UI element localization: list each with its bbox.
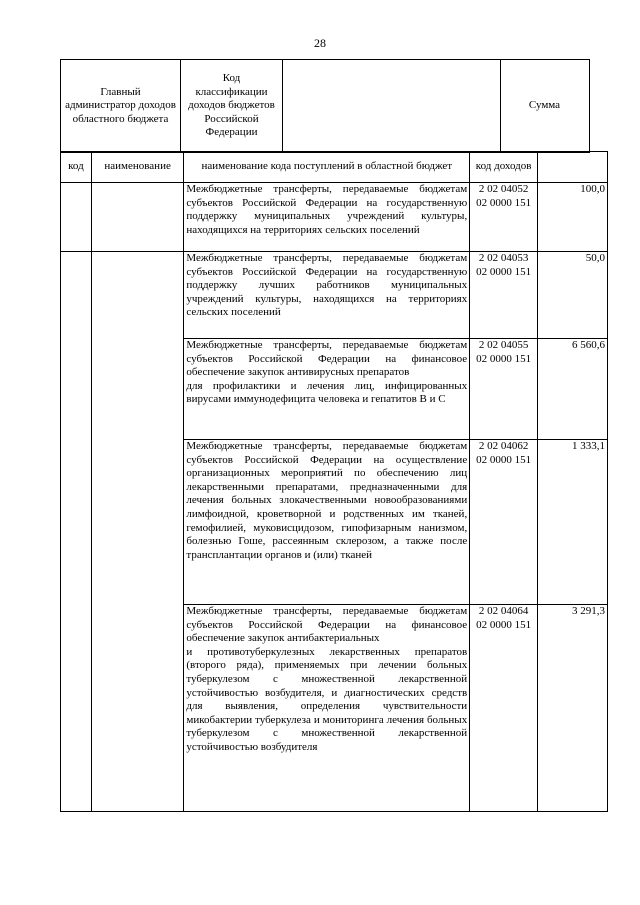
revenue-table [60,151,608,812]
income-code: 2 02 04053 02 0000 151 [470,252,538,339]
income-code: 2 02 04055 02 0000 151 [470,339,538,440]
table-row [61,183,608,252]
subheader-sum [538,152,608,183]
income-sum: 6 560,6 [538,339,608,440]
income-name: Межбюджетные трансферты, передаваемые бюджетам субъектов Российской Федерации на осуществление организационных мероприятий по обеспечению лиц лекарственными препаратами, предназначенными для лечения больных злокачественными новообразованиями лимфоидной, кроветворной и родственных им тканей, гемофилией, муковисцидозом, гипофизарным нанизмом, болезнью Гоше, рассеянным склерозом, а также после трансплантации органов и (или) тканей [184,440,470,605]
table-header [60,59,590,153]
subheader-code: код [61,152,92,183]
income-sum: 1 333,1 [538,440,608,605]
header-admin: Главный администратор доходов областного бюджета [61,60,181,152]
income-sum: 50,0 [538,252,608,339]
income-code: 2 02 04064 02 0000 151 [470,605,538,812]
subheader-income-code: код доходов [470,152,538,183]
header-empty-cell [283,60,501,152]
subheader-name: наименование [91,152,184,183]
income-sum: 3 291,3 [538,605,608,812]
subheader-income-name: наименование кода поступлений в областной бюджет [184,152,470,183]
table-row [61,252,608,339]
income-name: Межбюджетные трансферты, передаваемые бюджетам субъектов Российской Федерации на государственную поддержку лучших работников муниципальных учреждений культуры, находящихся на территориях сельских поселений [184,252,470,339]
income-name: Межбюджетные трансферты, передаваемые бюджетам субъектов Российской Федерации на финансовое обеспечение закупок антивирусных препаратов для профилактики и лечения лиц, инфицированных вирусами иммунодефицита человека и гепатитов B и C [184,339,470,440]
income-code: 2 02 04062 02 0000 151 [470,440,538,605]
admin-name-cell [91,252,184,812]
header-sum: Сумма [528,99,561,112]
subheader-row [61,152,608,183]
admin-code-cell [61,183,92,252]
admin-name-cell [91,183,184,252]
income-code: 2 02 04052 02 0000 151 [470,183,538,252]
header-classification: Код классификации доходов бюджетов Российской Федерации [181,60,283,152]
income-name: Межбюджетные трансферты, передаваемые бюджетам субъектов Российской Федерации на государственную поддержку муниципальных учреждений культуры, находящихся на территориях сельских поселений [184,183,470,252]
admin-code-cell [61,252,92,812]
income-sum: 100,0 [538,183,608,252]
income-name: Межбюджетные трансферты, передаваемые бюджетам субъектов Российской Федерации на финансовое обеспечение закупок антибактериальных и противотуберкулезных лекарственных препаратов (второго ряда), применяемых при лечении больных туберкулезом с множественной лекарственной устойчивостью возбудителя, и диагностических средств для выявления, определения чувствительности микобактерии туберкулеза и мониторинга лечения больных туберкулезом с множественной лекарственной устойчивостью возбудителя [184,605,470,812]
page-number: 28 [314,36,326,50]
